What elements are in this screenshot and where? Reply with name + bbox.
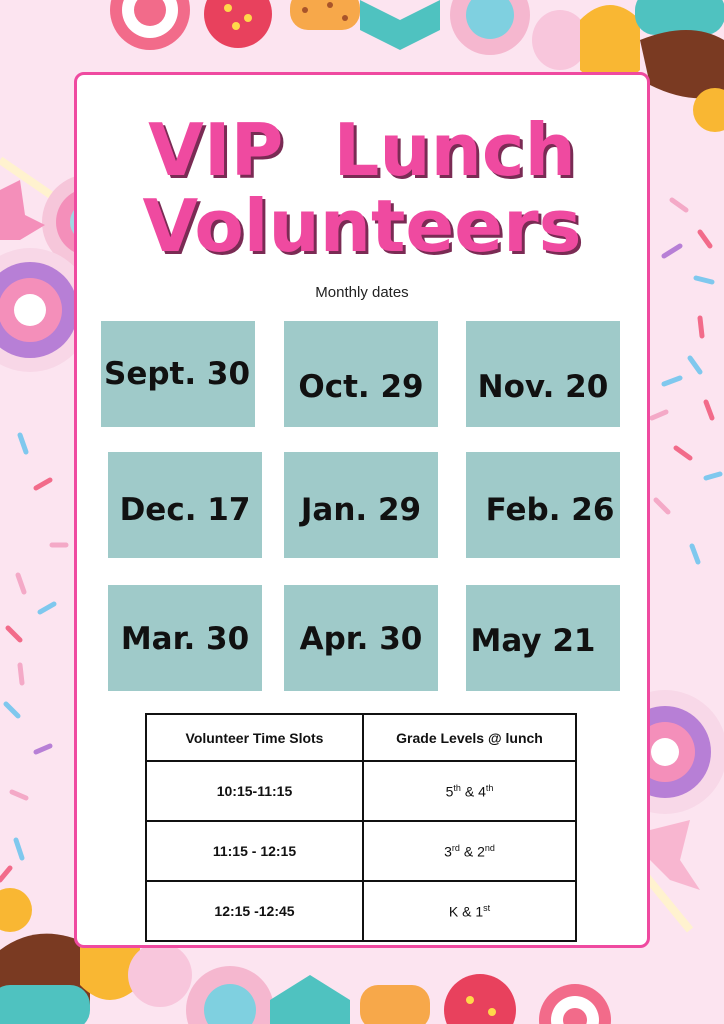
time-slot-cell: 10:15-11:15: [146, 761, 363, 821]
table-row: [146, 821, 576, 881]
grade-cell: 5th & 4th: [363, 761, 576, 821]
table-header-row: [146, 714, 576, 761]
date-box: [108, 452, 262, 558]
date-label: Feb. 26: [485, 492, 615, 528]
table-row: [146, 881, 576, 941]
date-label: Jan. 29: [300, 492, 422, 528]
grade-cell: K & 1st: [363, 881, 576, 941]
date-box: [101, 321, 255, 427]
date-box: [284, 452, 438, 558]
page-title: [0, 108, 724, 268]
date-label: Oct. 29: [298, 369, 424, 405]
date-label: Mar. 30: [120, 621, 250, 657]
date-label: Dec. 17: [119, 492, 251, 528]
date-box: [466, 452, 620, 558]
date-box: [108, 585, 262, 691]
time-slot-cell: 12:15 -12:45: [146, 881, 363, 941]
title-line-1: VIP Lunch: [148, 108, 576, 192]
time-slot-cell: 11:15 - 12:15: [146, 821, 363, 881]
date-label: Apr. 30: [299, 621, 423, 657]
date-label: Nov. 20: [477, 369, 609, 405]
subtitle: Monthly dates: [315, 284, 409, 301]
date-box: [466, 321, 620, 427]
table-row: [146, 761, 576, 821]
date-label: Sept. 30: [104, 356, 251, 392]
date-label: May 21: [470, 623, 596, 659]
title-line-2: Volunteers: [142, 184, 582, 268]
date-box: [284, 321, 438, 427]
header-grade-levels: Grade Levels @ lunch: [363, 714, 576, 761]
date-box: [284, 585, 438, 691]
grade-cell: 3rd & 2nd: [363, 821, 576, 881]
volunteer-table: [145, 713, 577, 942]
date-box: [466, 585, 620, 691]
header-time-slots: Volunteer Time Slots: [146, 714, 363, 761]
